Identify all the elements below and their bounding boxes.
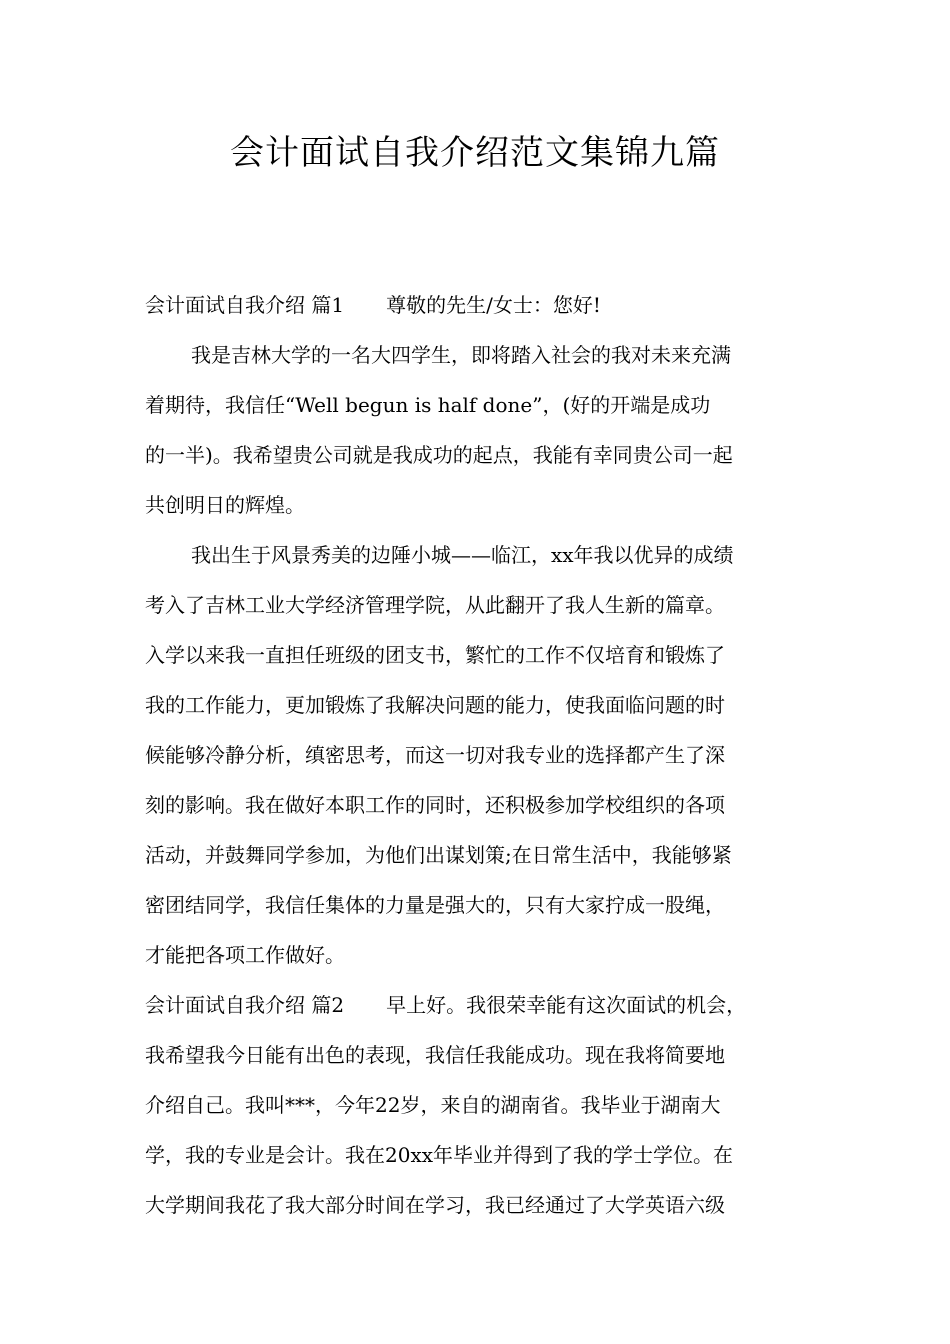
section-1-heading-line [145, 280, 825, 330]
paragraph-line: 我是吉林大学的一名大四学生，即将踏入社会的我对未来充满 [191, 343, 731, 367]
paragraph-line: 我的工作能力，更加锻炼了我解决问题的能力，使我面临问题的时 [145, 693, 725, 717]
paragraph-line: 活动，并鼓舞同学参加，为他们出谋划策;在日常生活中，我能够紧 [145, 843, 732, 867]
document-title: 会计面试自我介绍范文集锦九篇 [230, 133, 720, 173]
paragraph-line: 我出生于风景秀美的边陲小城——临江，xx年我以优异的成绩 [191, 543, 734, 567]
paragraph-line: 候能够冷静分析，缜密思考，而这一切对我专业的选择都产生了深 [145, 743, 725, 767]
paragraph-line: 入学以来我一直担任班级的团支书，繁忙的工作不仅培育和锻炼了 [145, 643, 725, 667]
paragraph-line: 介绍自己。我叫***，今年22岁，来自的湖南省。我毕业于湖南大 [145, 1093, 721, 1117]
paragraph-line: 刻的影响。我在做好本职工作的同时，还积极参加学校组织的各项 [145, 793, 725, 817]
paragraph-line: 大学期间我花了我大部分时间在学习，我已经通过了大学英语六级 [145, 1193, 725, 1217]
section-heading: 会计面试自我介绍 篇2 [145, 993, 345, 1017]
paragraph-line: 密团结同学，我信任集体的力量是强大的，只有大家拧成一股绳， [145, 893, 725, 917]
paragraph-line: 我希望我今日能有出色的表现，我信任我能成功。现在我将简要地 [145, 1043, 725, 1067]
paragraph-line: 的一半)。我希望贵公司就是我成功的起点，我能有幸同贵公司一起 [145, 443, 733, 467]
paragraph-line: 早上好。我很荣幸能有这次面试的机会， [386, 993, 747, 1017]
paragraph-line: 共创明日的辉煌。 [145, 493, 305, 517]
section-heading: 会计面试自我介绍 篇1 [145, 293, 345, 317]
paragraph-line: 考入了吉林工业大学经济管理学院，从此翻开了我人生新的篇章。 [145, 593, 725, 617]
paragraph-line: 学，我的专业是会计。我在20xx年毕业并得到了我的学士学位。在 [145, 1143, 734, 1167]
paragraph-line: 着期待，我信任“Well begun is half done”，(好的开端是成功 [145, 393, 711, 417]
paragraph-line: 才能把各项工作做好。 [145, 943, 345, 967]
section-2-heading-line [145, 980, 825, 1030]
paragraph-line: 尊敬的先生/女士：您好! [386, 293, 601, 317]
document-body [145, 280, 825, 1230]
